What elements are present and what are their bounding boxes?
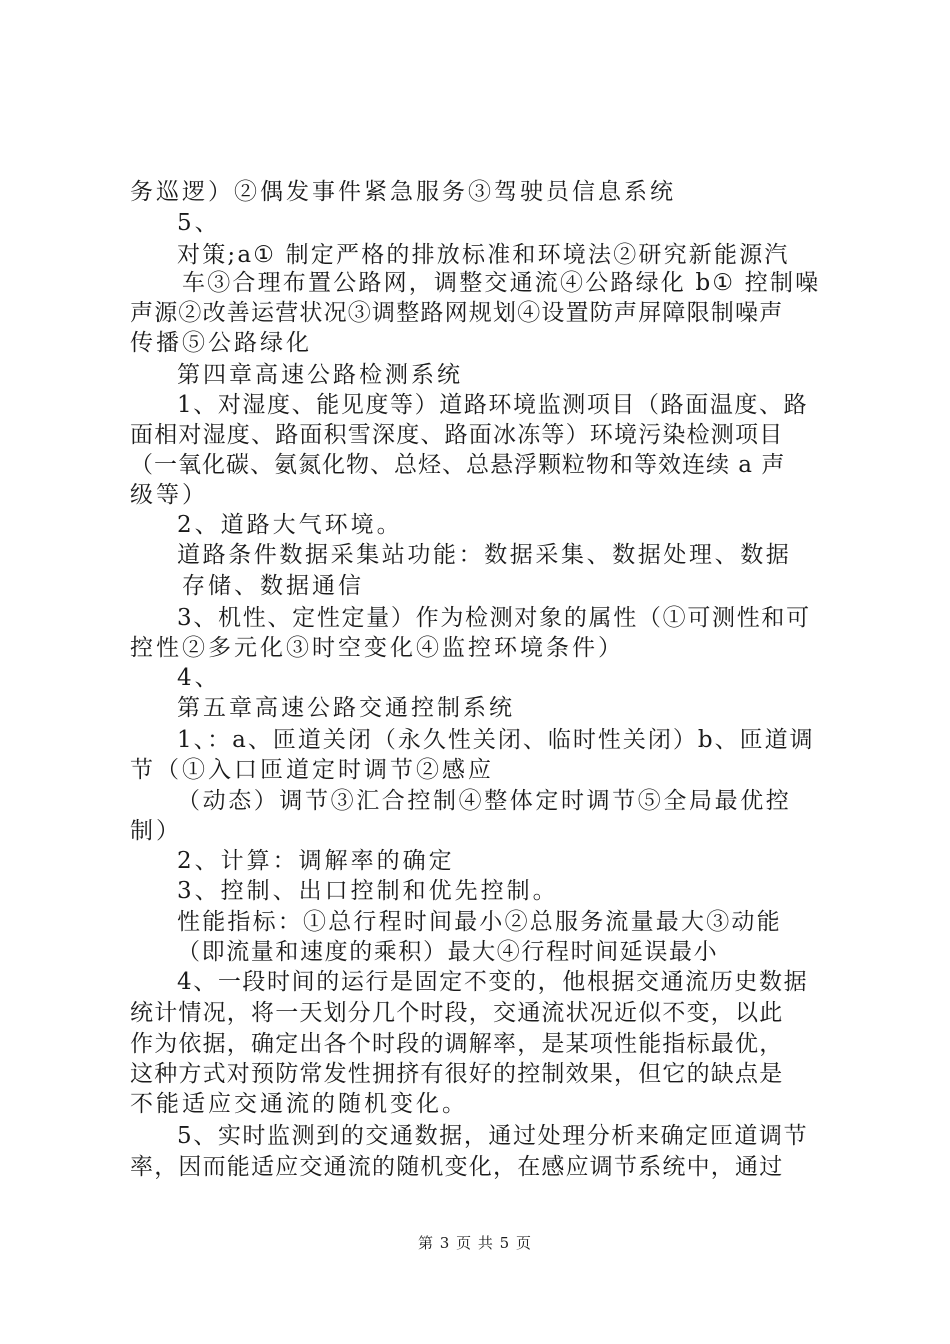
text-line: 作为依据，确定出各个时段的调解率，是某项性能指标最优，: [130, 1031, 784, 1057]
text-line: 5、: [177, 210, 221, 236]
text-line: 对策;a① 制定严格的排放标准和环境法②研究新能源汽: [177, 242, 790, 268]
section-heading: 第五章高速公路交通控制系统: [177, 695, 515, 721]
text-line: 声源②改善运营状况③调整路网规划④设置防声屏障限制噪声: [130, 300, 784, 326]
section-heading: 第四章高速公路检测系统: [177, 362, 463, 388]
text-line: 道路条件数据采集站功能：数据采集、数据处理、数据: [177, 542, 792, 568]
text-line: 性能指标：①总行程时间最小②总服务流量最大③动能: [177, 909, 782, 935]
text-line: 存储、数据通信: [182, 573, 364, 599]
text-line: 1、：a、匝道关闭（永久性关闭、临时性关闭）b、匝道调: [177, 727, 815, 753]
text-line: 务巡逻）②偶发事件紧急服务③驾驶员信息系统: [130, 179, 676, 205]
text-line: 节（①入口匝道定时调节②感应: [130, 757, 494, 783]
text-line: 级等）: [130, 482, 208, 508]
text-line: （即流量和速度的乘积）最大④行程时间延误最小: [177, 939, 719, 965]
text-line: 传播⑤公路绿化: [130, 330, 312, 356]
text-line: 车③合理布置公路网，调整交通流④公路绿化 b① 控制噪: [182, 270, 821, 296]
text-line: 制）: [130, 818, 182, 844]
text-line: （动态）调节③汇合控制④整体定时调节⑤全局最优控: [177, 788, 792, 814]
text-line: 3、机性、定性定量）作为检测对象的属性（①可测性和可: [177, 605, 811, 631]
text-line: 控性②多元化③时空变化④监控环境条件）: [130, 635, 624, 661]
page-number-footer: 第 3 页 共 5 页: [418, 1234, 532, 1252]
text-line: 3、控制、出口控制和优先控制。: [177, 878, 559, 904]
text-line: 1、对湿度、能见度等）道路环境监测项目（路面温度、路: [177, 392, 809, 418]
text-line: （一氧化碳、氨氮化物、总烃、总悬浮颗粒物和等效连续 a 声: [130, 452, 786, 478]
text-line: 面相对湿度、路面积雪深度、路面冰冻等）环境污染检测项目: [130, 422, 784, 448]
text-line: 不能适应交通流的随机变化。: [130, 1091, 468, 1117]
text-line: 2、道路大气环境。: [177, 512, 403, 538]
text-line: 5、实时监测到的交通数据，通过处理分析来确定匝道调节: [177, 1123, 809, 1149]
text-line: 这种方式对预防常发性拥挤有很好的控制效果，但它的缺点是: [130, 1061, 784, 1087]
text-line: 4、: [177, 665, 221, 691]
text-line: 4、一段时间的运行是固定不变的，他根据交通流历史数据: [177, 969, 809, 995]
text-line: 统计情况，将一天划分几个时段，交通流状况近似不变，以此: [130, 1000, 784, 1026]
text-line: 2、计算：调解率的确定: [177, 848, 455, 874]
text-line: 率，因而能适应交通流的随机变化，在感应调节系统中，通过: [130, 1154, 784, 1180]
